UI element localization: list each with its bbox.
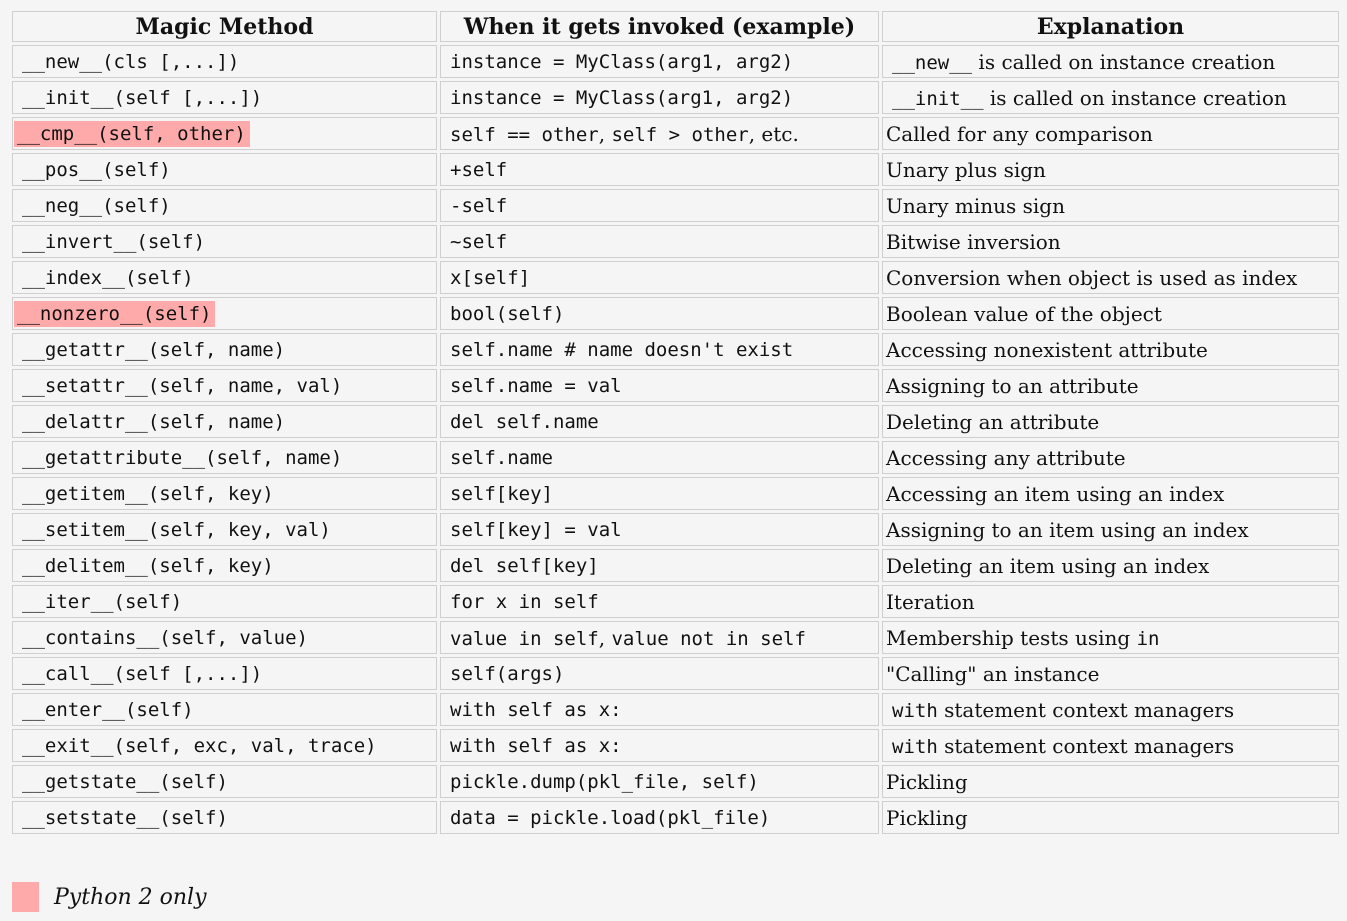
plain-text: Accessing an item using an index	[886, 481, 1225, 506]
plain-text: Assigning to an attribute	[886, 373, 1139, 398]
code-text: pickle.dump(pkl_file, self)	[450, 770, 759, 793]
code-text: del self.name	[450, 410, 599, 433]
explanation-cell	[882, 225, 1339, 258]
method-cell	[12, 549, 437, 582]
invoked-cell	[440, 225, 879, 258]
code-text: in	[1136, 627, 1160, 650]
invoked-cell	[440, 657, 879, 690]
method-cell	[12, 801, 437, 834]
plain-text: Deleting an item using an index	[886, 553, 1210, 578]
table-row	[12, 621, 1339, 654]
explanation-cell	[882, 45, 1339, 78]
method-cell	[12, 153, 437, 186]
plain-text: Accessing nonexistent attribute	[886, 337, 1208, 362]
table-row	[12, 549, 1339, 582]
method-cell	[12, 261, 437, 294]
explanation-cell	[882, 153, 1339, 186]
explanation-cell	[882, 693, 1339, 726]
invoked-cell	[440, 405, 879, 438]
method-cell	[12, 117, 437, 150]
method-name: __setattr__(self, name, val)	[22, 374, 343, 397]
method-name: __init__(self [,...])	[22, 86, 263, 109]
plain-text: Membership tests using	[886, 625, 1137, 650]
method-name: __getitem__(self, key)	[22, 482, 274, 505]
method-cell	[12, 81, 437, 114]
header-explanation: Explanation	[882, 11, 1339, 42]
method-cell	[12, 225, 437, 258]
legend	[12, 882, 207, 912]
explanation-cell	[882, 765, 1339, 798]
explanation-cell	[882, 621, 1339, 654]
method-cell	[12, 513, 437, 546]
code-text: with self as x:	[450, 698, 622, 721]
explanation-cell	[882, 297, 1339, 330]
explanation-cell	[882, 369, 1339, 402]
code-text: value in self	[450, 627, 599, 650]
table-row	[12, 585, 1339, 618]
invoked-cell	[440, 621, 879, 654]
plain-text: Pickling	[886, 805, 968, 830]
code-text: instance = MyClass(arg1, arg2)	[450, 86, 794, 109]
method-name: __delattr__(self, name)	[22, 410, 286, 433]
table-row	[12, 117, 1339, 150]
code-text: self(args)	[450, 662, 565, 685]
invoked-cell	[440, 585, 879, 618]
code-text: __init__	[892, 87, 984, 110]
table-row	[12, 765, 1339, 798]
code-text: ~self	[450, 230, 508, 253]
explanation-cell	[882, 729, 1339, 762]
table-row	[12, 441, 1339, 474]
code-text: -self	[450, 194, 508, 217]
table-row	[12, 189, 1339, 222]
plain-text: Boolean value of the object	[886, 301, 1162, 326]
invoked-cell	[440, 261, 879, 294]
header-when-invoked: When it gets invoked (example)	[440, 11, 879, 42]
code-text: del self[key]	[450, 554, 599, 577]
invoked-cell	[440, 369, 879, 402]
plain-text: ,	[598, 121, 612, 146]
code-text: with	[892, 699, 938, 722]
code-text: __new__	[892, 51, 973, 74]
invoked-cell	[440, 189, 879, 222]
plain-text: "Calling" an instance	[886, 661, 1100, 686]
invoked-cell	[440, 693, 879, 726]
method-name: __contains__(self, value)	[22, 626, 308, 649]
code-text: self.name # name doesn't exist	[450, 338, 794, 361]
table-row	[12, 45, 1339, 78]
explanation-cell	[882, 333, 1339, 366]
plain-text: Accessing any attribute	[886, 445, 1126, 470]
explanation-cell	[882, 657, 1339, 690]
explanation-cell	[882, 117, 1339, 150]
method-name: __exit__(self, exc, val, trace)	[22, 734, 377, 757]
method-name: __getattribute__(self, name)	[22, 446, 343, 469]
invoked-cell	[440, 729, 879, 762]
invoked-cell	[440, 297, 879, 330]
method-name: __neg__(self)	[22, 194, 171, 217]
code-text: +self	[450, 158, 508, 181]
plain-text: statement context managers	[937, 733, 1235, 758]
invoked-cell	[440, 81, 879, 114]
method-name: __call__(self [,...])	[22, 662, 263, 685]
method-name: __enter__(self)	[22, 698, 194, 721]
method-name: __getattr__(self, name)	[22, 338, 286, 361]
code-text: self[key]	[450, 482, 553, 505]
code-text: self[key] = val	[450, 518, 622, 541]
table-row	[12, 297, 1339, 330]
method-cell	[12, 585, 437, 618]
method-name: __pos__(self)	[22, 158, 171, 181]
plain-text: Unary minus sign	[886, 193, 1065, 218]
invoked-cell	[440, 549, 879, 582]
table-row	[12, 477, 1339, 510]
code-text: value not in self	[611, 627, 806, 650]
explanation-cell	[882, 405, 1339, 438]
code-text: for x in self	[450, 590, 599, 613]
plain-text: Bitwise inversion	[886, 229, 1061, 254]
method-cell	[12, 297, 437, 330]
plain-text: Called for any comparison	[886, 121, 1153, 146]
code-text: data = pickle.load(pkl_file)	[450, 806, 771, 829]
invoked-cell	[440, 477, 879, 510]
plain-text: Deleting an attribute	[886, 409, 1100, 434]
header-row	[12, 11, 1339, 42]
explanation-cell	[882, 549, 1339, 582]
method-name: __setitem__(self, key, val)	[22, 518, 331, 541]
legend-label: Python 2 only	[54, 884, 207, 910]
method-cell	[12, 693, 437, 726]
method-cell	[12, 621, 437, 654]
explanation-cell	[882, 81, 1339, 114]
method-cell	[12, 657, 437, 690]
table-row	[12, 657, 1339, 690]
code-text: self > other	[611, 123, 749, 146]
method-name-py2-highlight: __nonzero__(self)	[14, 301, 215, 327]
code-text: with self as x:	[450, 734, 622, 757]
method-cell	[12, 729, 437, 762]
plain-text: Pickling	[886, 769, 968, 794]
method-name-py2-highlight: __cmp__(self, other)	[14, 121, 250, 147]
code-text: with	[892, 735, 938, 758]
method-name: __invert__(self)	[22, 230, 206, 253]
explanation-cell	[882, 261, 1339, 294]
method-name: __new__(cls [,...])	[22, 50, 240, 73]
method-name: __setstate__(self)	[22, 806, 228, 829]
code-text: self.name = val	[450, 374, 622, 397]
method-cell	[12, 369, 437, 402]
method-cell	[12, 189, 437, 222]
table-row	[12, 153, 1339, 186]
invoked-cell	[440, 513, 879, 546]
invoked-cell	[440, 45, 879, 78]
legend-swatch	[12, 882, 39, 912]
plain-text: statement context managers	[937, 697, 1235, 722]
invoked-cell	[440, 333, 879, 366]
invoked-cell	[440, 117, 879, 150]
table-row	[12, 225, 1339, 258]
method-cell	[12, 477, 437, 510]
invoked-cell	[440, 765, 879, 798]
method-cell	[12, 405, 437, 438]
plain-text: , etc.	[748, 121, 799, 146]
plain-text: ,	[598, 625, 612, 650]
invoked-cell	[440, 153, 879, 186]
invoked-cell	[440, 441, 879, 474]
code-text: x[self]	[450, 266, 531, 289]
plain-text: Iteration	[886, 589, 975, 614]
explanation-cell	[882, 513, 1339, 546]
table-body	[12, 45, 1339, 834]
explanation-cell	[882, 585, 1339, 618]
explanation-cell	[882, 477, 1339, 510]
code-text: self.name	[450, 446, 553, 469]
plain-text: Conversion when object is used as index	[886, 265, 1298, 290]
plain-text: is called on instance creation	[983, 85, 1287, 110]
method-name: __iter__(self)	[22, 590, 183, 613]
plain-text: Assigning to an item using an index	[886, 517, 1249, 542]
method-cell	[12, 441, 437, 474]
method-name: __index__(self)	[22, 266, 194, 289]
table-row	[12, 801, 1339, 834]
header-magic-method: Magic Method	[12, 11, 437, 42]
code-text: instance = MyClass(arg1, arg2)	[450, 50, 794, 73]
method-name: __delitem__(self, key)	[22, 554, 274, 577]
table-row	[12, 369, 1339, 402]
table-row	[12, 261, 1339, 294]
table-row	[12, 81, 1339, 114]
explanation-cell	[882, 801, 1339, 834]
plain-text: Unary plus sign	[886, 157, 1046, 182]
method-name: __getstate__(self)	[22, 770, 228, 793]
invoked-cell	[440, 801, 879, 834]
table-row	[12, 513, 1339, 546]
table-row	[12, 693, 1339, 726]
plain-text: is called on instance creation	[972, 49, 1276, 74]
explanation-cell	[882, 441, 1339, 474]
code-text: self == other	[450, 123, 599, 146]
table-row	[12, 729, 1339, 762]
code-text: bool(self)	[450, 302, 565, 325]
magic-methods-table	[9, 8, 1342, 837]
method-cell	[12, 45, 437, 78]
explanation-cell	[882, 189, 1339, 222]
method-cell	[12, 333, 437, 366]
table-row	[12, 333, 1339, 366]
table-row	[12, 405, 1339, 438]
method-cell	[12, 765, 437, 798]
